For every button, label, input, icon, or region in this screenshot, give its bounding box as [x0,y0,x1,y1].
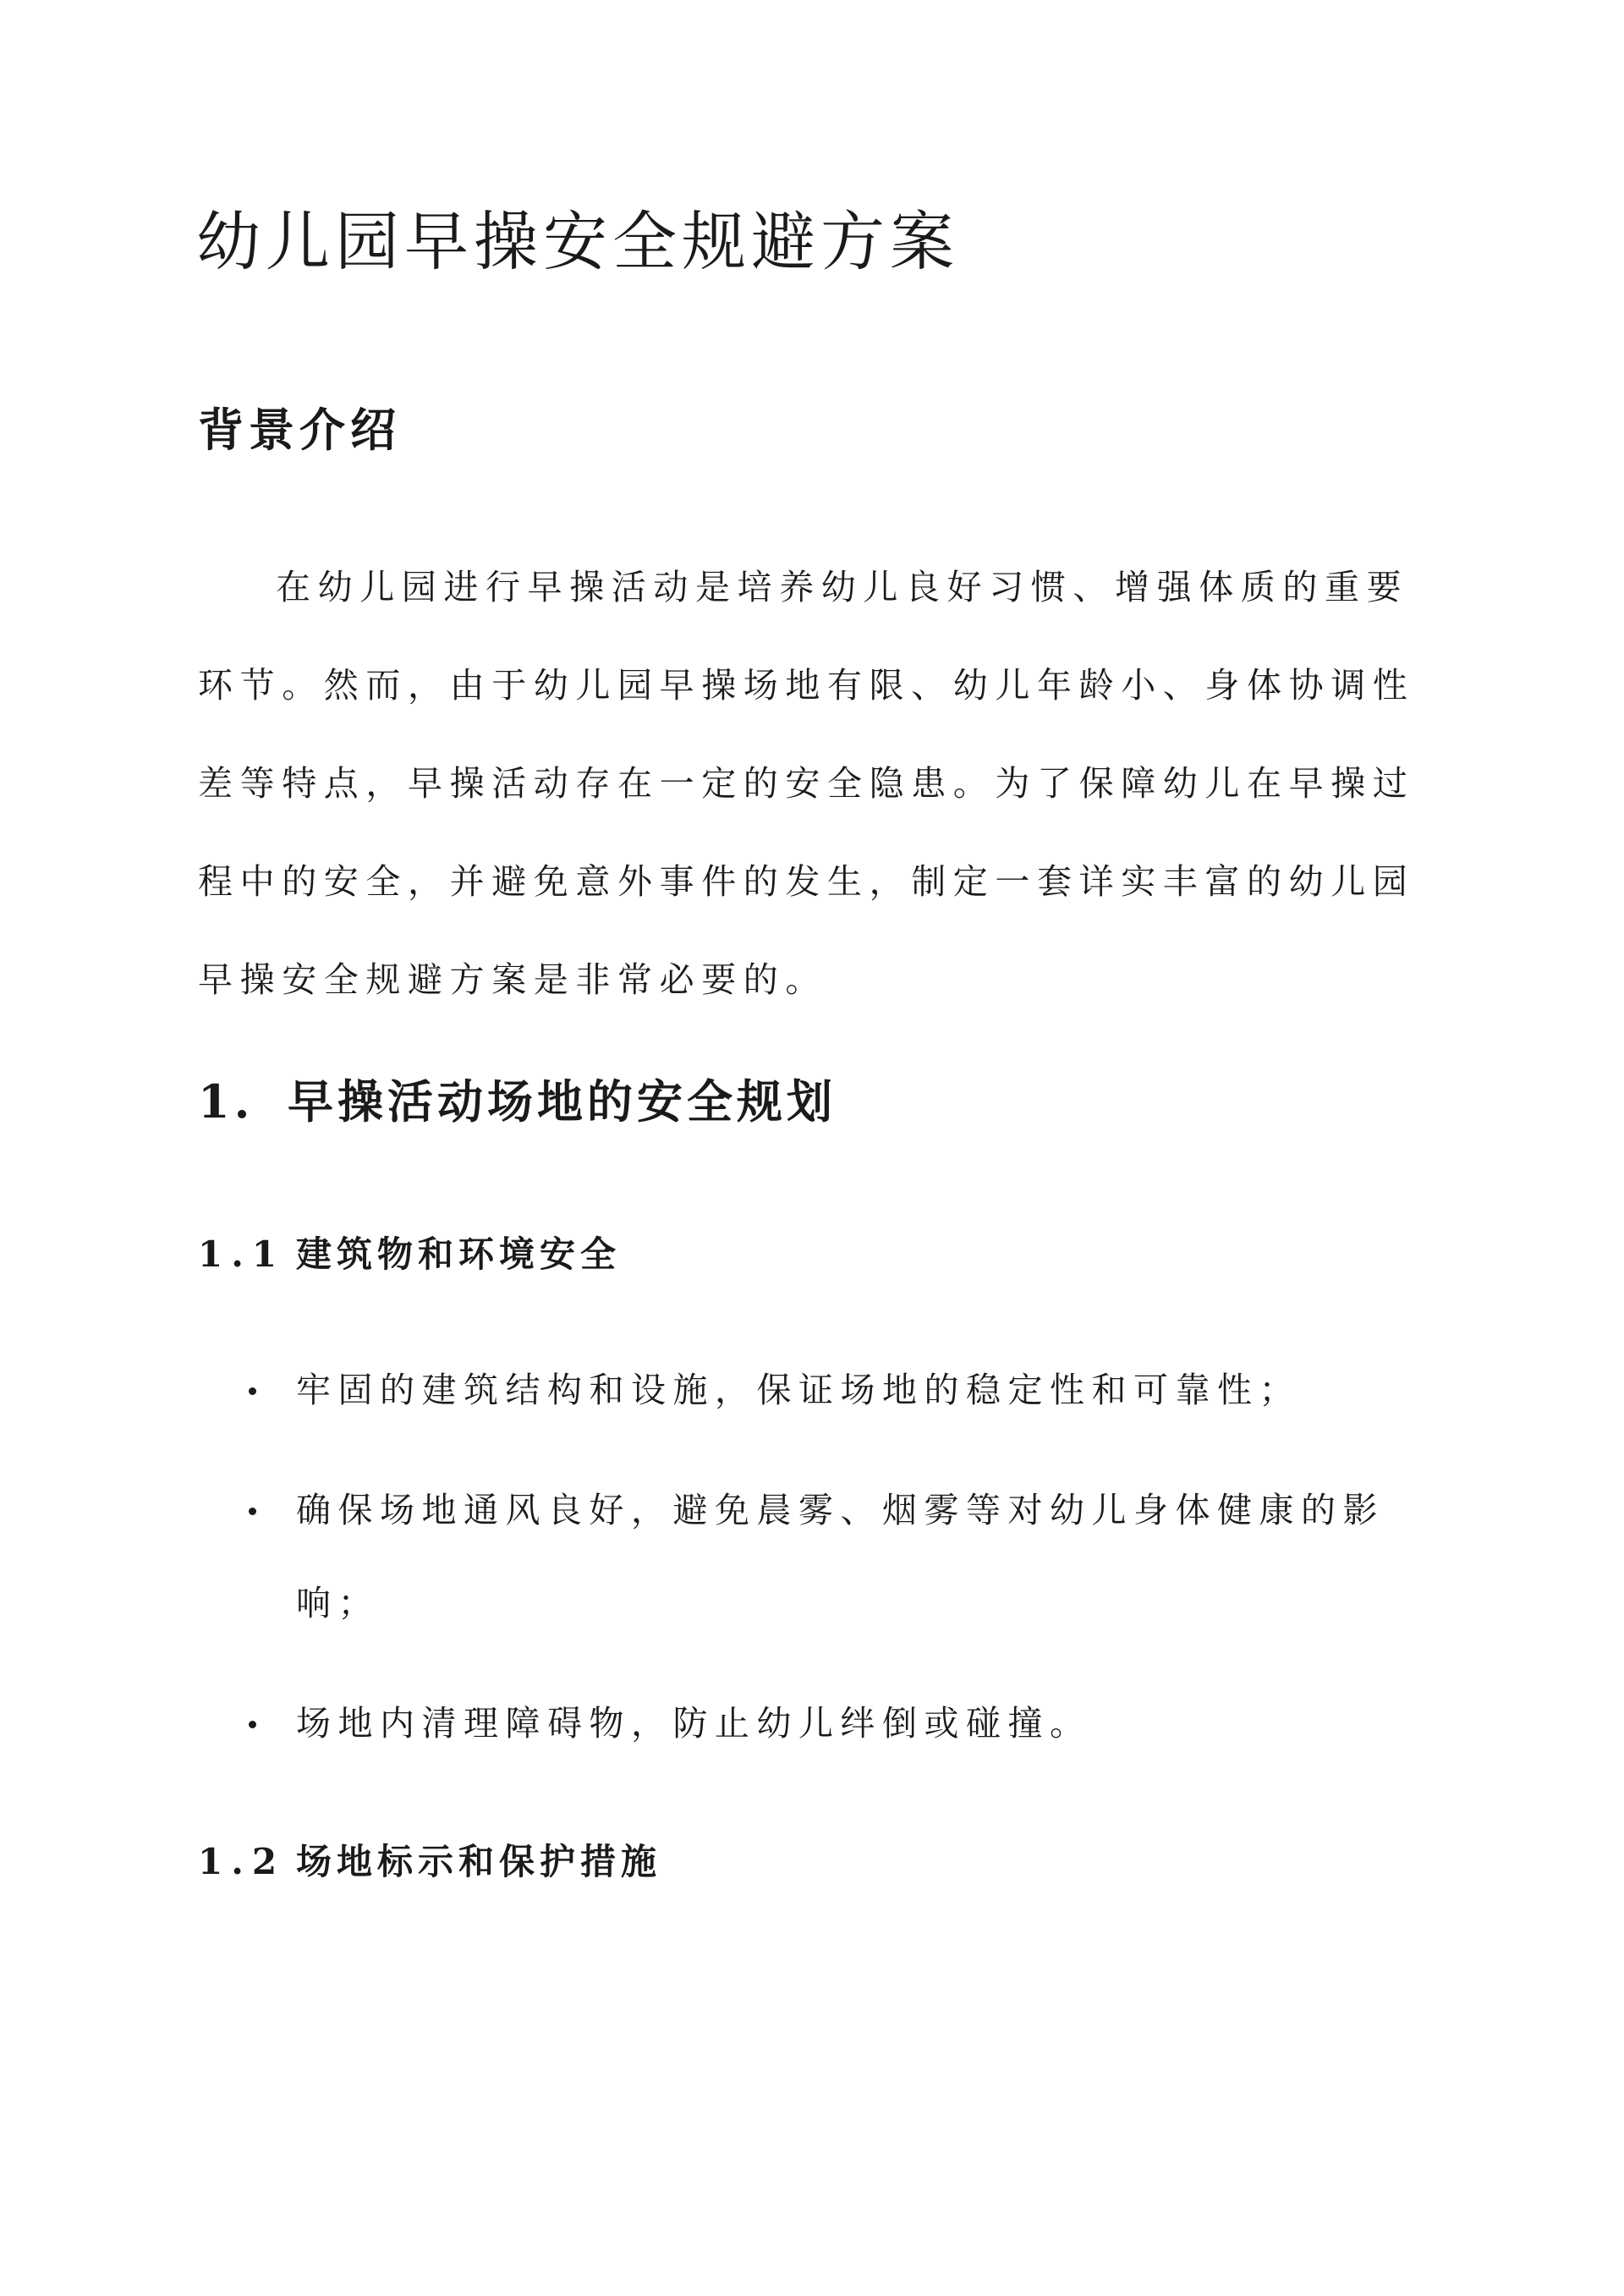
list-item-text: 牢固的建筑结构和设施，保证场地的稳定性和可靠性； [296,1370,1301,1410]
section-1-heading [198,1068,837,1135]
list-item [245,1677,1413,1770]
background-heading: 背景介绍 [198,403,401,457]
list-item-text: 确保场地通风良好，避免晨雾、烟雾等对幼儿身体健康的影响； [296,1490,1385,1623]
subsection-1-2-number: 1.2 [198,1841,286,1882]
subsection-1-2-heading [198,1832,661,1892]
document-title: 幼儿园早操安全规避方案 [196,204,959,279]
subsection-1-2-title: 场地标示和保护措施 [296,1841,662,1882]
list-item [245,1343,1413,1436]
subsection-1-1-title: 建筑物和环境安全 [296,1233,622,1275]
list-item-text: 场地内清理障碍物，防止幼儿绊倒或碰撞。 [296,1703,1092,1744]
section-1-number: 1. [198,1074,255,1129]
bullet-dot-icon [249,1721,256,1728]
list-item [245,1464,1413,1650]
bullet-dot-icon [249,1387,256,1395]
bullet-dot-icon [249,1508,256,1515]
background-paragraph: 在幼儿园进行早操活动是培养幼儿良好习惯、增强体质的重要环节。然而，由于幼儿园早操场地有限、幼儿年龄小、身体协调性差等特点，早操活动存在一定的安全隐患。为了保障幼儿在早操过程中的安全，并避免意外事件的发生，制定一套详实丰富的幼儿园早操安全规避方案是非常必要的。 [198,567,1415,1000]
subsection-1-1-list [245,1343,1413,1797]
section-1-title: 早操活动场地的安全规划 [288,1074,837,1129]
subsection-1-1-heading [198,1225,621,1284]
subsection-1-1-number: 1.1 [198,1233,286,1275]
